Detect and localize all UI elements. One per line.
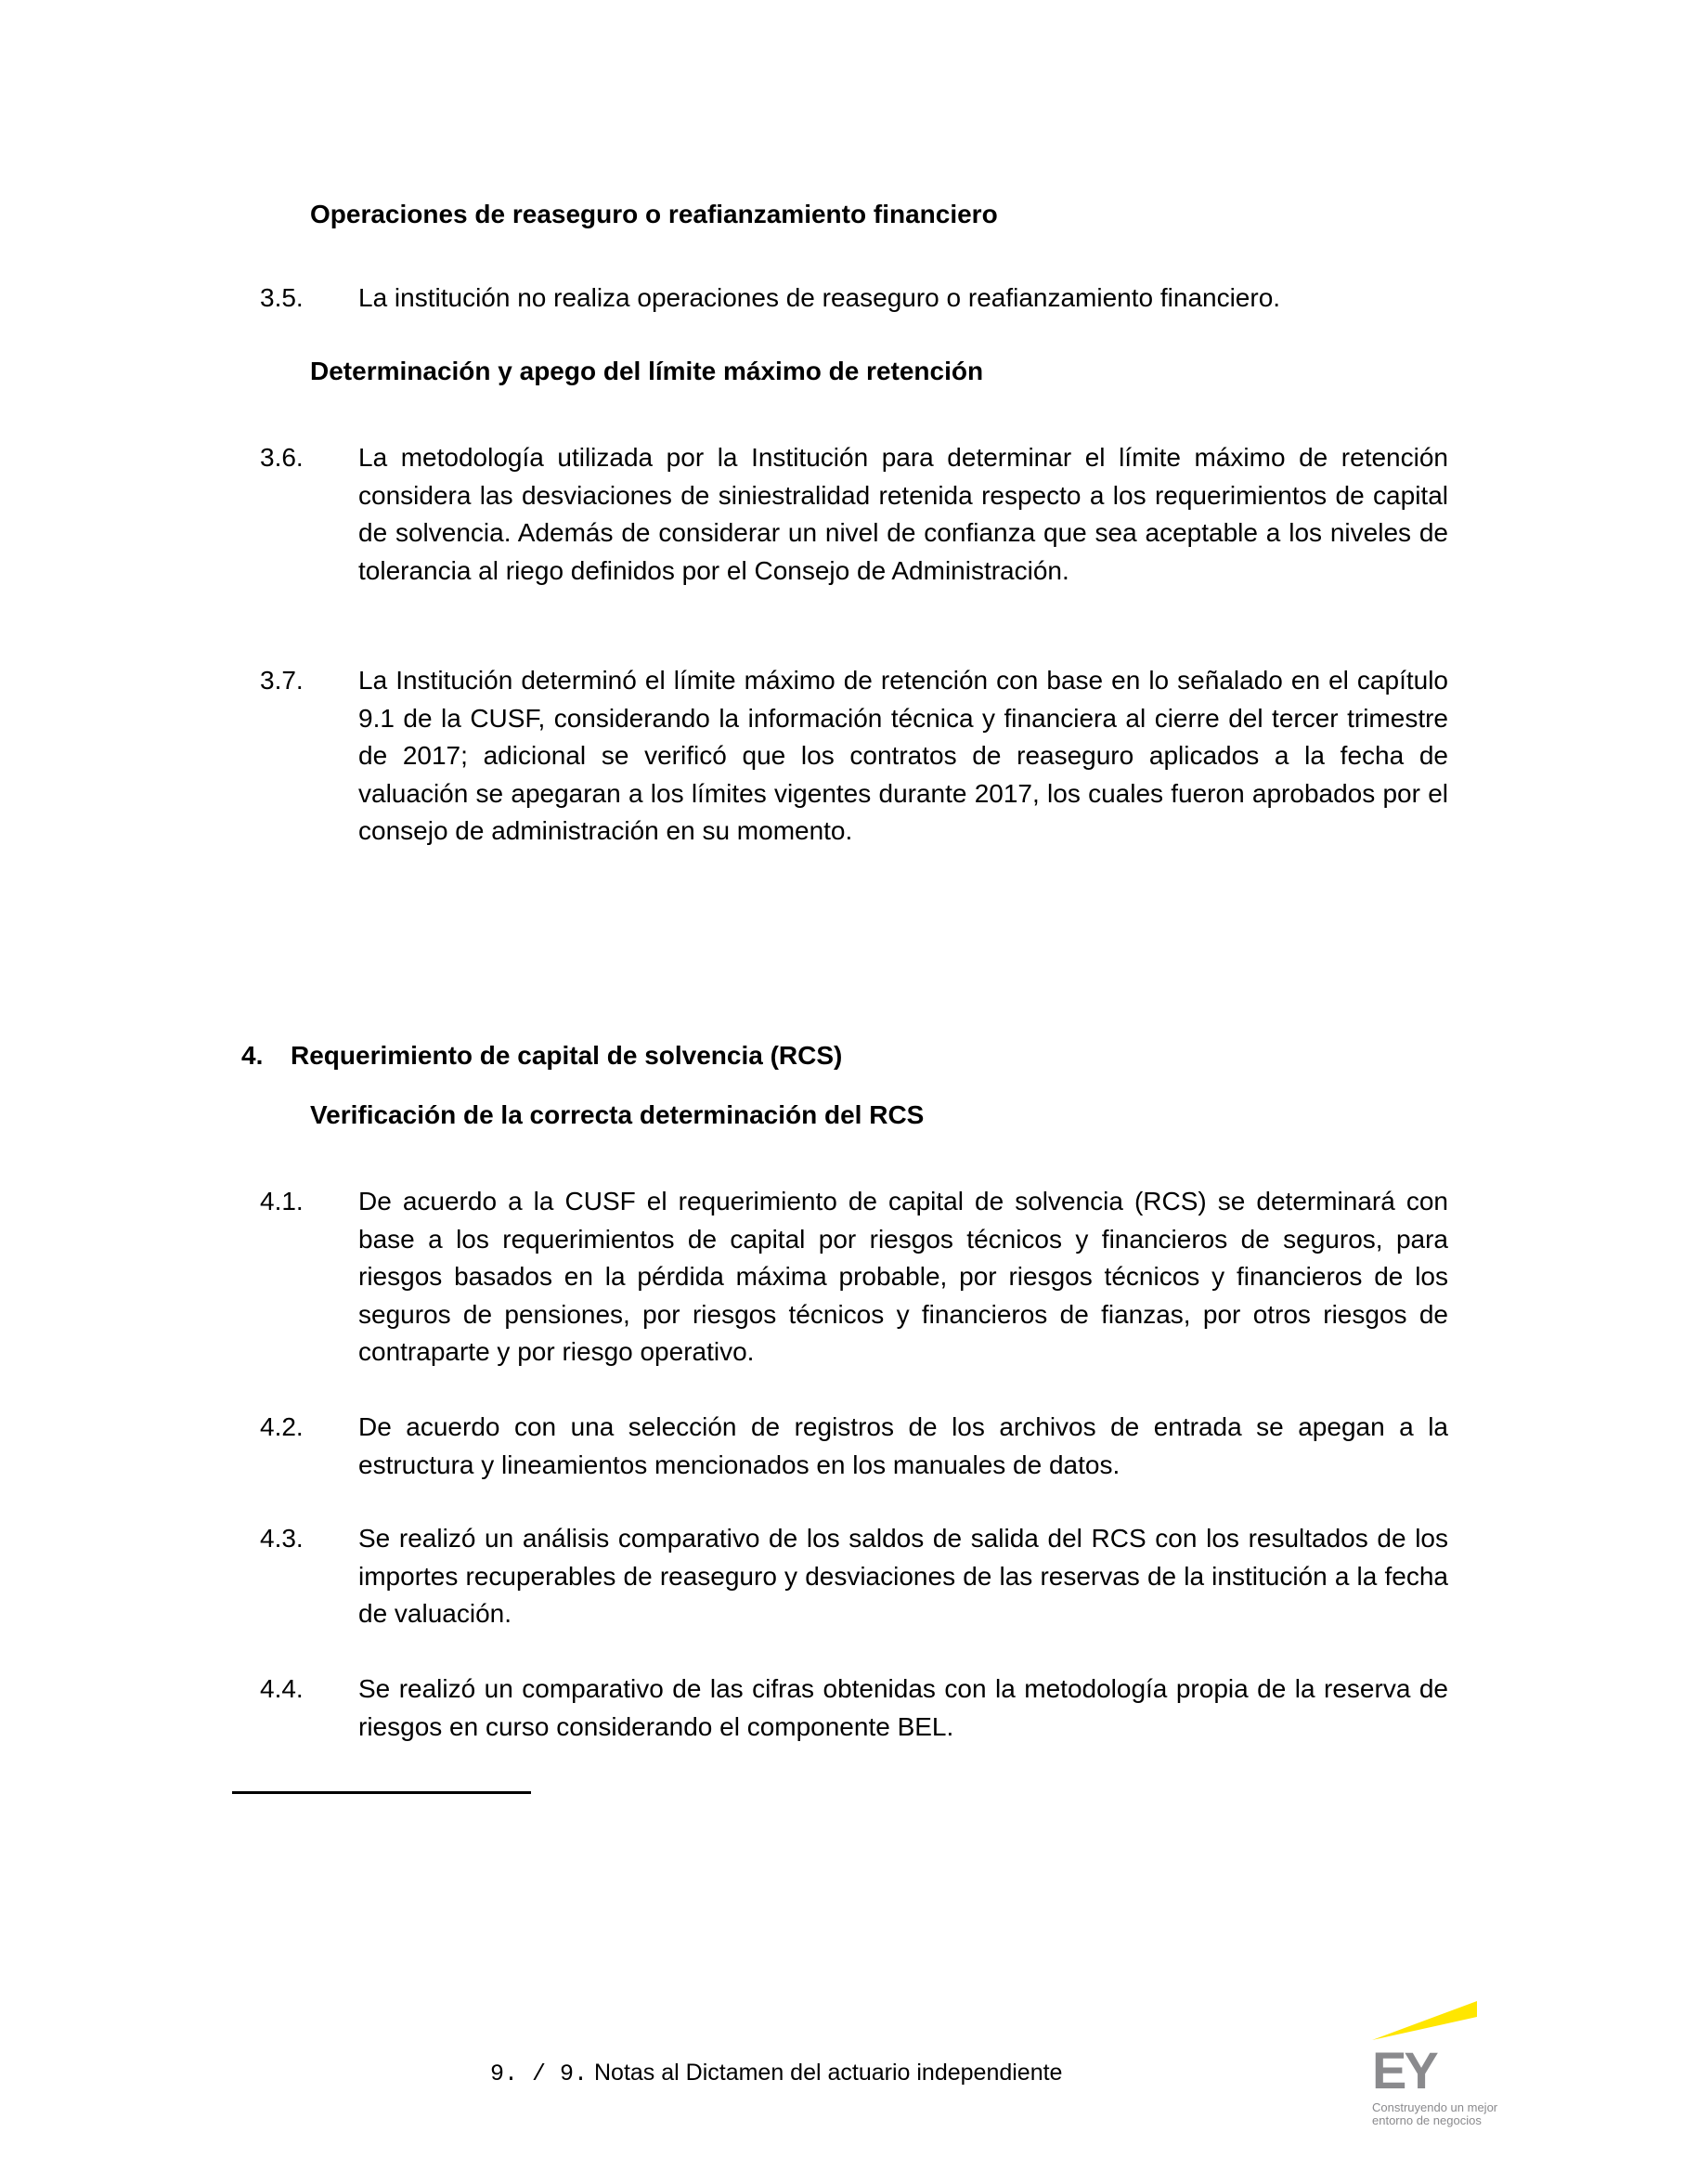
ey-logo [1365,1996,1498,2127]
footer-title: Notas al Dictamen del actuario independiente [593,2060,1063,2086]
item-text-3-7: La Institución determinó el límite máximo de retención con base en lo señalado en el capítulo 9.1 de la CUSF, considerando la información técnica y financiera al cierre del tercer trimestre de 2017; adicional se verificó que los contratos de reaseguro aplicados a la fecha de valuación se apegaran a los límites vigentes durante 2017, los cuales fueron aprobados por el consejo de administración en su momento. [358,666,1448,845]
subheading-reaseguro: Operaciones de reaseguro o reafianzamiento financiero [310,200,998,228]
section-title-4: Requerimiento de capital de solvencia (RCS) [291,1041,843,1070]
item-text-3-6: La metodología utilizada por la Institución para determinar el límite máximo de retención considera las desviaciones de siniestralidad retenida respecto a los requerimientos de capital de solvencia. Además de considerar un nivel de confianza que sea aceptable a los niveles de tolerancia al riego definidos por el Consejo de Administración. [358,443,1448,585]
ey-tagline-line2: entorno de negocios [1372,2113,1482,2127]
item-number-4-2: 4.2. [260,1412,304,1441]
subheading-retencion: Determinación y apego del límite máximo de retención [310,357,984,385]
item-text-4-3: Se realizó un análisis comparativo de los saldos de salida del RCS con los resultados de los importes recuperables de reaseguro y desviaciones de las reservas de la institución a la fecha de valuación. [358,1524,1448,1628]
ey-tagline-line1: Construyendo un mejor [1372,2100,1498,2114]
ey-brand-mark: EY [1372,2041,1436,2100]
ey-beam-icon [1365,1996,1485,2043]
item-text-4-1: De acuerdo a la CUSF el requerimiento de capital de solvencia (RCS) se determinará con base a los requerimientos de capital por riesgos técnicos y financieros de seguros, para riesgos basados en la pérdida máxima probable, por riesgos técnicos y financieros de los seguros de pensiones, por riesgos técnicos y financieros de fianzas, por otros riesgos de contraparte y por riesgo operativo. [358,1187,1448,1366]
subheading-verificacion: Verificación de la correcta determinación del RCS [310,1100,925,1129]
footnote-separator [232,1791,531,1794]
item-number-4-1: 4.1. [260,1187,304,1216]
item-text-3-5: La institución no realiza operaciones de reaseguro o reafianzamiento financiero. [358,283,1281,312]
page-number: 9. / 9. [490,2060,589,2087]
section-number-4: 4. [241,1041,264,1070]
item-number-4-4: 4.4. [260,1674,304,1703]
item-number-3-6: 3.6. [260,443,304,472]
item-number-3-7: 3.7. [260,666,304,695]
item-number-3-5: 3.5. [260,283,304,312]
item-number-4-3: 4.3. [260,1524,304,1553]
page-footer [490,2059,1062,2088]
item-text-4-4: Se realizó un comparativo de las cifras obtenidas con la metodología propia de la reserva de riesgos en curso considerando el componente BEL. [358,1674,1448,1741]
item-text-4-2: De acuerdo con una selección de registros de los archivos de entrada se apegan a la estructura y lineamientos mencionados en los manuales de datos. [358,1412,1448,1479]
